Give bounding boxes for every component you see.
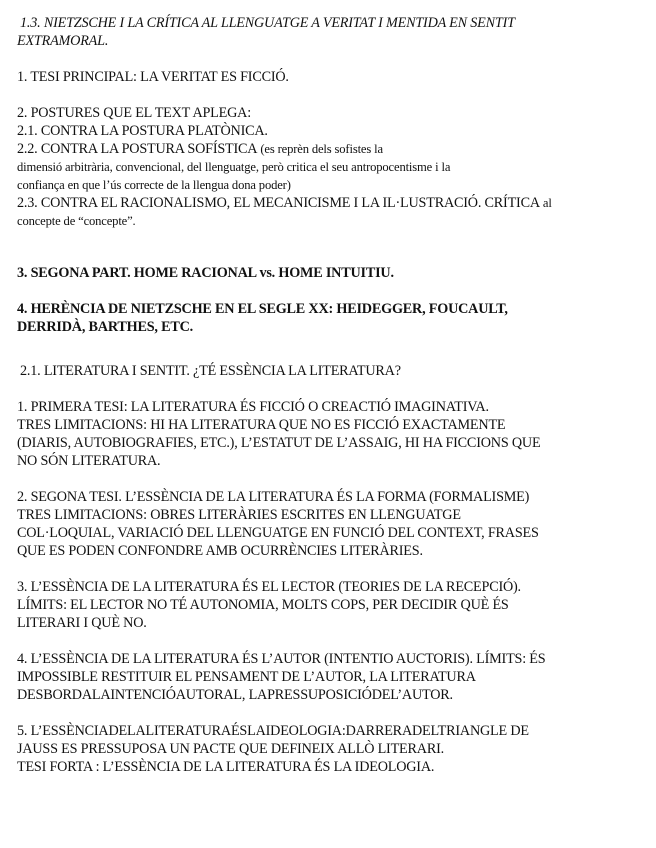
thesis-line: TESI FORTA : L’ESSÈNCIA DE LA LITERATURA ÉS LA IDEOLOGIA. bbox=[17, 759, 435, 775]
posture-sophistic-line: dimensió arbitrària, convencional, del llenguatge, però critica el seu antropocentisme i la bbox=[17, 160, 451, 174]
main-thesis: 1. TESI PRINCIPAL: LA VERITAT ES FICCIÓ. bbox=[17, 69, 289, 85]
heritage-heading bbox=[17, 300, 639, 336]
thesis-line: 4. L’ESSÈNCIA DE LA LITERATURA ÉS L’AUTOR (INTENTIO AUCTORIS). LÍMITS: ÉS bbox=[17, 651, 546, 667]
thesis-line: TRES LIMITACIONS: OBRES LITERÀRIES ESCRITES EN LLENGUATGE bbox=[17, 507, 461, 523]
posture-sophistic-caps: 2.2. CONTRA LA POSTURA SOFÍSTICA bbox=[17, 141, 258, 157]
thesis-five bbox=[17, 722, 639, 776]
thesis-four bbox=[17, 650, 639, 704]
heritage-line: 4. HERÈNCIA DE NIETZSCHE EN EL SEGLE XX: HEIDEGGER, FOUCAULT, bbox=[17, 301, 508, 317]
thesis-line: QUE ES PODEN CONFONDRE AMB OCURRÈNCIES LITERÀRIES. bbox=[17, 543, 423, 559]
literature-heading: 2.1. LITERATURA I SENTIT. ¿TÉ ESSÈNCIA LA LITERATURA? bbox=[20, 363, 401, 379]
document-page bbox=[17, 14, 639, 776]
thesis-line: DESBORDALAINTENCIÓAUTORAL, LAPRESSUPOSICIÓDEL’AUTOR. bbox=[17, 687, 453, 703]
posture-rationalism-note: al bbox=[539, 196, 552, 210]
posture-sophistic-note: (es reprèn dels sofistes la bbox=[257, 142, 383, 156]
thesis-line: NO SÓN LITERATURA. bbox=[17, 453, 161, 469]
thesis-line: LITERARI I QUÈ NO. bbox=[17, 615, 147, 631]
thesis-line: 2. SEGONA TESI. L’ESSÈNCIA DE LA LITERATURA ÉS LA FORMA (FORMALISME) bbox=[17, 489, 530, 505]
thesis-three bbox=[17, 578, 639, 632]
posture-platonic: 2.1. CONTRA LA POSTURA PLATÒNICA. bbox=[17, 123, 268, 139]
postures-heading: 2. POSTURES QUE EL TEXT APLEGA: bbox=[17, 105, 251, 121]
thesis-line: IMPOSSIBLE RESTITUIR EL PENSAMENT DE L’AUTOR, LA LITERATURA bbox=[17, 669, 476, 685]
heritage-line: DERRIDÀ, BARTHES, ETC. bbox=[17, 319, 194, 335]
posture-rationalism-caps: 2.3. CONTRA EL RACIONALISMO, EL MECANICISME I LA IL·LUSTRACIÓ. CRÍTICA bbox=[17, 195, 540, 211]
posture-rationalism bbox=[17, 194, 639, 212]
thesis-line: COL·LOQUIAL, VARIACIÓ DEL LLENGUATGE EN FUNCIÓ DEL CONTEXT, FRASES bbox=[17, 525, 539, 541]
thesis-line: 1. PRIMERA TESI: LA LITERATURA ÉS FICCIÓ O CREACTIÓ IMAGINATIVA. bbox=[17, 399, 489, 415]
thesis-line: (DIARIS, AUTOBIOGRAFIES, ETC.), L’ESTATUT DE L’ASSAIG, HI HA FICCIONS QUE bbox=[17, 435, 541, 451]
thesis-line: TRES LIMITACIONS: HI HA LITERATURA QUE NO ES FICCIÓ EXACTAMENTE bbox=[17, 417, 506, 433]
section-title bbox=[17, 14, 639, 50]
posture-rationalism-line: concepte de “concepte”. bbox=[17, 214, 136, 228]
thesis-line: JAUSS ES PRESSUPOSA UN PACTE QUE DEFINEIX ALLÒ LITERARI. bbox=[17, 741, 444, 757]
title-line: EXTRAMORAL. bbox=[17, 33, 109, 49]
posture-sophistic bbox=[17, 140, 639, 158]
thesis-one bbox=[17, 398, 639, 470]
thesis-line: 5. L’ESSÈNCIADELALITERATURAÉSLAIDEOLOGIA:DARRERADELTRIANGLE DE bbox=[17, 723, 529, 739]
posture-sophistic-line: confiança en que l’ús correcte de la llengua dona poder) bbox=[17, 178, 291, 192]
title-line: 1.3. NIETZSCHE I LA CRÍTICA AL LLENGUATGE A VERITAT I MENTIDA EN SENTIT bbox=[20, 15, 515, 31]
part-two-heading: 3. SEGONA PART. HOME RACIONAL vs. HOME INTUITIU. bbox=[17, 265, 394, 281]
thesis-two bbox=[17, 488, 639, 560]
thesis-line: LÍMITS: EL LECTOR NO TÉ AUTONOMIA, MOLTS COPS, PER DECIDIR QUÈ ÉS bbox=[17, 597, 509, 613]
thesis-line: 3. L’ESSÈNCIA DE LA LITERATURA ÉS EL LECTOR (TEORIES DE LA RECEPCIÓ). bbox=[17, 579, 521, 595]
